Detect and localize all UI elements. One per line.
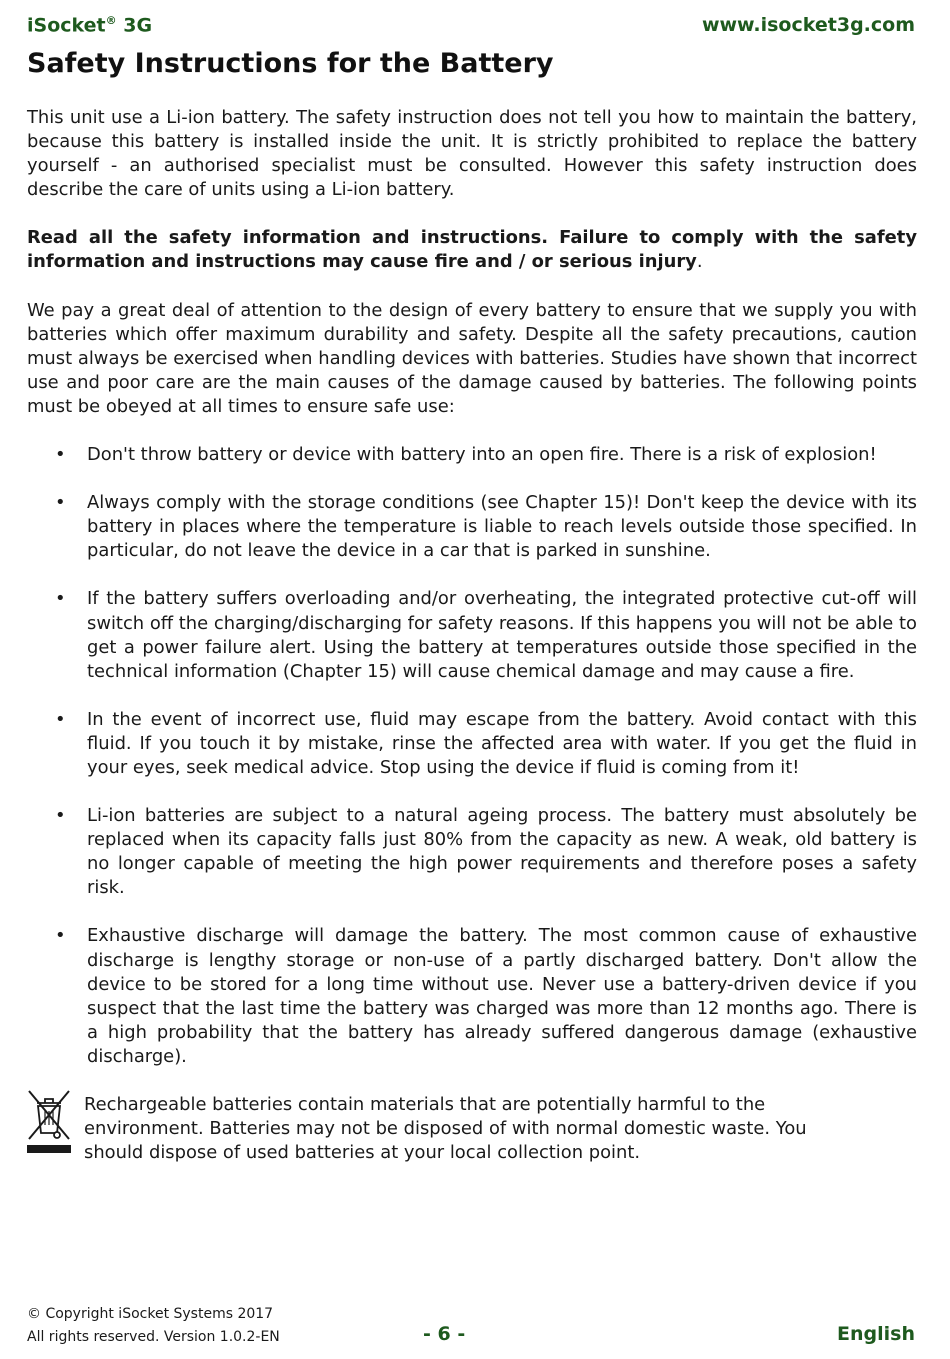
intro-paragraph: This unit use a Li-ion battery. The safety instruction does not tell you how to maintain the battery, because this battery is installed inside the unit. It is strictly prohibited to replace the battery yourself - an authorised specialist must be consulted. However this safety instruction does describe the care of units using a Li-ion battery.: [27, 107, 917, 201]
list-item: [27, 708, 917, 780]
list-item-text: In the event of incorrect use, fluid may escape from the battery. Avoid contact with this fluid. If you touch it by mistake, rinse the affected area with water. If you get the fluid in your eyes, seek medical advice. Stop using the device if fluid is coming from it!: [87, 708, 917, 778]
warning-text: Read all the safety information and instructions. Failure to comply with the safety information and instructions may cause fire and / or serious injury: [27, 227, 917, 273]
list-item: [27, 443, 917, 467]
copyright-block: [27, 1303, 280, 1349]
warning-paragraph: [27, 226, 917, 274]
disposal-notice: [27, 1093, 917, 1168]
list-item-text: If the battery suffers overloading and/or overheating, the integrated protective cut-off will switch off the charging/discharging for safety reasons. If this happens you will not be able to get a power failure alert. Using the battery at temperatures outside those specified in the technical information (Chapter 15) will cause chemical damage and may cause a fire.: [87, 588, 917, 682]
bullet-icon: •: [55, 708, 66, 730]
bullet-icon: •: [55, 492, 66, 514]
rights-text: All rights reserved. Version 1.0.2-EN: [27, 1329, 280, 1345]
document-body: [27, 106, 917, 1168]
bullet-icon: •: [55, 444, 66, 466]
list-item-text: Exhaustive discharge will damage the battery. The most common cause of exhaustive discharge is lengthy storage or non-use of a partly discharged battery. Don't allow the device to be stored for a long time without use. Never use a battery-driven device if you suspect that the last time the battery was charged was more than 12 months ago. There is a high probability that the battery has already suffered dangerous damage (exhaustive discharge).: [87, 925, 917, 1067]
registered-mark: ®: [105, 14, 117, 27]
disposal-line: should dispose of used batteries at your local collection point.: [84, 1142, 641, 1164]
list-item-text: Li-ion batteries are subject to a natural ageing process. The battery must absolutely be replaced when its capacity falls just 80% from the capacity as new. A weak, old battery is no longer capable of meeting the high power requirements and therefore poses a safety risk.: [87, 805, 917, 899]
list-item: [27, 804, 917, 900]
website-link[interactable]: www.isocket3g.com: [701, 14, 915, 36]
brand-name: iSocket® 3G: [27, 14, 153, 37]
language-label: English: [837, 1323, 915, 1345]
attention-paragraph: We pay a great deal of attention to the design of every battery to ensure that we supply you with batteries which offer maximum durability and safety. Despite all the safety precautions, caution must always be exercised when handling devices with batteries. Studies have shown that incorrect use and poor care are the main causes of the damage caused by batteries. The following points must be obeyed at all times to ensure safe use:: [27, 299, 917, 417]
copyright-text: © Copyright iSocket Systems 2017: [27, 1306, 274, 1322]
disposal-line: environment. Batteries may not be disposed of with normal domestic waste. You: [84, 1118, 807, 1140]
bullet-icon: •: [55, 588, 66, 610]
bullet-icon: •: [55, 925, 66, 947]
disposal-line: Rechargeable batteries contain materials that are potentially harmful to the: [84, 1094, 766, 1115]
page-title: Safety Instructions for the Battery: [27, 48, 554, 79]
list-item-text: Always comply with the storage conditions (see Chapter 15)! Don't keep the device with its battery in places where the temperature is liable to reach levels outside those specified. In particular, do not leave the device in a car that is parked in sunshine.: [87, 492, 917, 562]
list-item: [27, 587, 917, 683]
page-header: [27, 14, 915, 42]
page-number: - 6 -: [423, 1323, 466, 1345]
list-item: [27, 491, 917, 563]
list-item: [27, 924, 917, 1069]
page-footer: [27, 1303, 915, 1353]
disposal-text: [84, 1093, 917, 1165]
safety-points-list: [27, 443, 917, 1069]
warning-tail: .: [696, 251, 703, 273]
crossed-out-wheelie-bin-icon: [27, 1089, 71, 1155]
bullet-icon: •: [55, 805, 66, 827]
list-item-text: Don't throw battery or device with battery into an open fire. There is a risk of explosion!: [87, 444, 877, 466]
